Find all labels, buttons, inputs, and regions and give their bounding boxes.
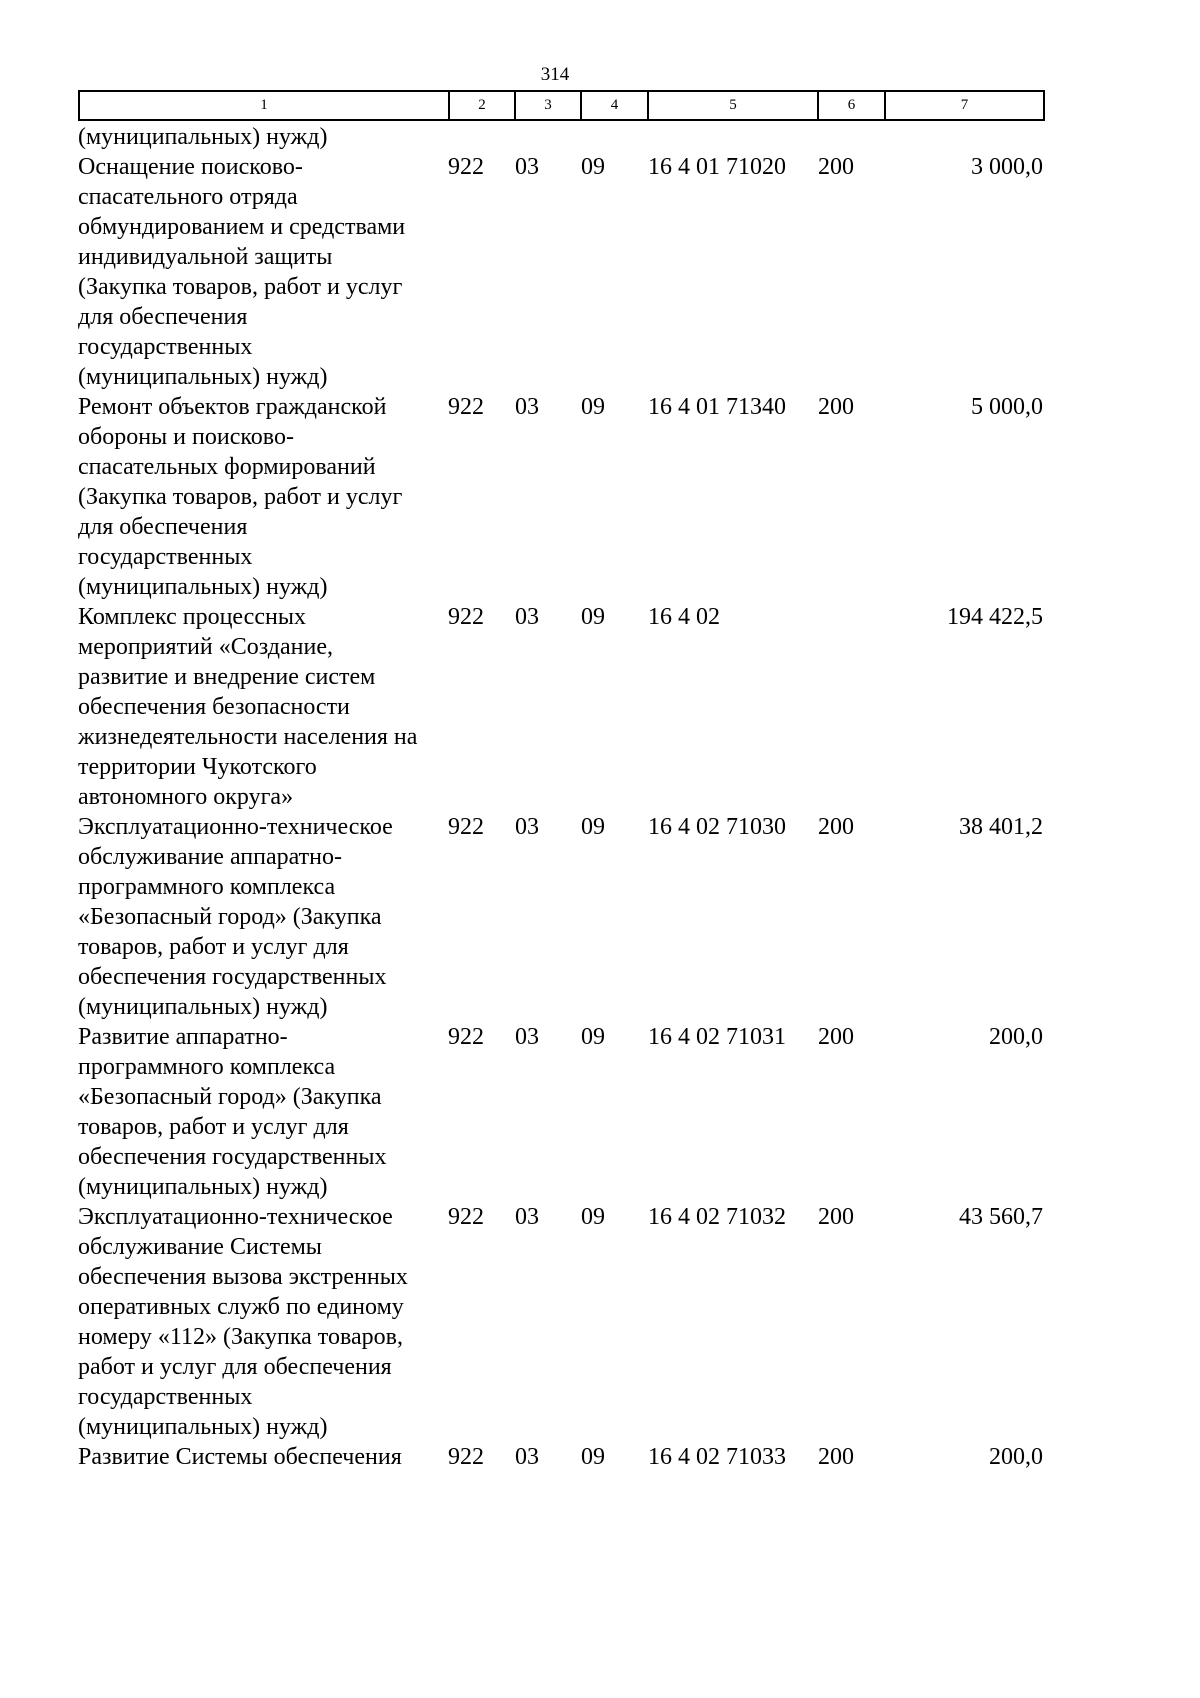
row-description: Ремонт объектов гражданской обороны и поисково- спасательных формирований (Закупка товаров, работ и услуг для обеспечения государственных (муниципальных) нужд) [78,394,403,600]
target-article-code: 16 4 02 [648,604,720,630]
target-article-code: 16 4 01 71340 [648,394,786,420]
expense-type-code: 200 [818,814,854,840]
section-code: 03 [515,154,539,180]
expense-type-code: 200 [818,394,854,420]
column-header-1: 1 [79,91,449,120]
row-description: Оснащение поисково- спасательного отряда обмундированием и средствами индивидуальной защиты (Закупка товаров, работ и услуг для обеспечения государственных (муниципальных) нужд) [78,154,406,390]
budget-table-body [78,122,1043,1472]
amount: 38 401,2 [959,814,1043,840]
amount: 194 422,5 [947,604,1043,630]
row-description: Развитие аппаратно- программного комплекса «Безопасный город» (Закупка товаров, работ и услуг для обеспечения государственных (муниципальных) нужд) [78,1024,387,1200]
table-row [78,812,1043,1022]
target-article-code: 16 4 02 71033 [648,1444,786,1470]
column-header-row [79,91,1044,120]
table-row [78,1442,1043,1472]
ministry-code: 922 [448,814,484,840]
section-code: 03 [515,1444,539,1470]
amount: 3 000,0 [971,154,1043,180]
subsection-code: 09 [581,154,605,180]
expense-type-code: 200 [818,1204,854,1230]
expense-type-code: 200 [818,154,854,180]
section-code: 03 [515,394,539,420]
subsection-code: 09 [581,1024,605,1050]
ministry-code: 922 [448,1024,484,1050]
column-header-7: 7 [885,91,1044,120]
column-header-6: 6 [818,91,885,120]
row-description: Развитие Системы обеспечения [78,1444,402,1470]
ministry-code: 922 [448,154,484,180]
section-code: 03 [515,1024,539,1050]
subsection-code: 09 [581,1204,605,1230]
subsection-code: 09 [581,814,605,840]
subsection-code: 09 [581,394,605,420]
section-code: 03 [515,604,539,630]
row-description: Эксплуатационно-техническое обслуживание аппаратно- программного комплекса «Безопасный город» (Закупка товаров, работ и услуг для обеспечения государственных (муниципальных) нужд) [78,814,393,1020]
section-code: 03 [515,1204,539,1230]
ministry-code: 922 [448,1444,484,1470]
table-row [78,602,1043,812]
row-description: Эксплуатационно-техническое обслуживание Системы обеспечения вызова экстренных оперативных служб по единому номеру «112» (Закупка товаров, работ и услуг для обеспечения государственных (муниципальных) нужд) [78,1204,408,1440]
column-header-3: 3 [515,91,581,120]
subsection-code: 09 [581,1444,605,1470]
column-header-5: 5 [648,91,818,120]
expense-type-code: 200 [818,1444,854,1470]
column-header-table [78,90,1045,121]
amount: 5 000,0 [971,394,1043,420]
section-code: 03 [515,814,539,840]
column-header-4: 4 [581,91,648,120]
amount: 43 560,7 [959,1204,1043,1230]
amount: 200,0 [989,1024,1043,1050]
ministry-code: 922 [448,1204,484,1230]
table-row [78,122,1043,152]
ministry-code: 922 [448,604,484,630]
target-article-code: 16 4 02 71032 [648,1204,786,1230]
row-description: Комплекс процессных мероприятий «Создание, развитие и внедрение систем обеспечения безопасности жизнедеятельности населения на территории Чукотского автономного округа» [78,604,418,810]
expense-type-code: 200 [818,1024,854,1050]
subsection-code: 09 [581,604,605,630]
target-article-code: 16 4 02 71030 [648,814,786,840]
amount: 200,0 [989,1444,1043,1470]
page-number: 314 [540,64,570,85]
table-row [78,1202,1043,1442]
ministry-code: 922 [448,394,484,420]
target-article-code: 16 4 02 71031 [648,1024,786,1050]
table-row [78,152,1043,392]
row-description: (муниципальных) нужд) [78,124,328,150]
table-row [78,392,1043,602]
table-row [78,1022,1043,1202]
target-article-code: 16 4 01 71020 [648,154,786,180]
column-header-2: 2 [449,91,515,120]
